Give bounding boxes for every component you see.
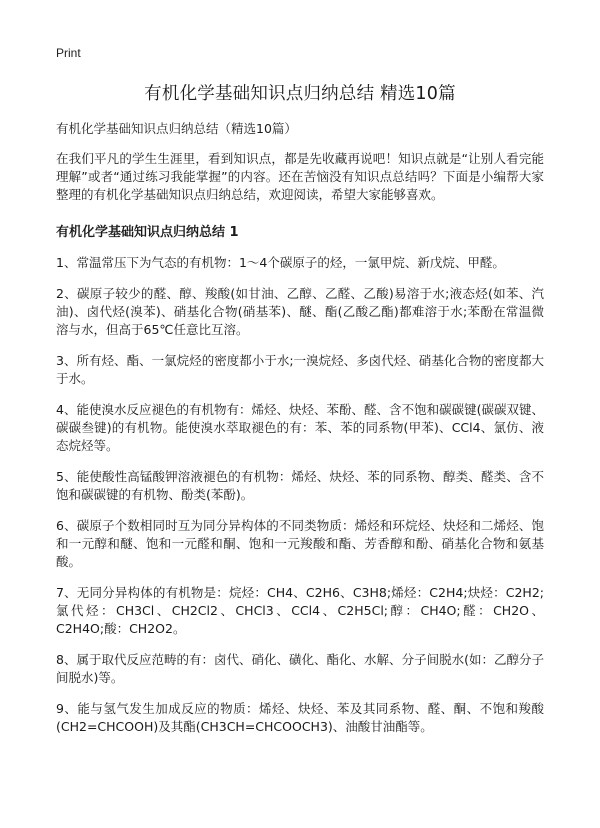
intro-paragraph: 在我们平凡的学生生涯里，看到知识点，都是先收藏再说吧！知识点就是“让别人看完能理解”或者“通过练习我能掌握”的内容。还在苦恼没有知识点总结吗？下面是小编帮大家整理的有机化学基础知识点归纳总结，欢迎阅读，希望大家能够喜欢。: [56, 151, 544, 202]
list-item: 5、能使酸性高锰酸钾溶液褪色的有机物：烯烃、炔烃、苯的同系物、醇类、醛类、含不饱和碳碳键的有机物、酚类(苯酚)。: [56, 469, 544, 502]
document-title: 有机化学基础知识点归纳总结 精选10篇: [144, 84, 456, 104]
list-item: 3、所有烃、酯、一氯烷烃的密度都小于水;一溴烷烃、多卤代烃、硝基化合物的密度都大于水。: [56, 353, 544, 386]
section-heading: 有机化学基础知识点归纳总结 1: [56, 225, 239, 240]
list-item: 2、碳原子较少的醛、醇、羧酸(如甘油、乙醇、乙醛、乙酸)易溶于水;液态烃(如苯、汽油)、卤代烃(溴苯)、硝基化合物(硝基苯)、醚、酯(乙酸乙酯)都难溶于水;苯酚在常温微溶与水，但高于65℃任意比互溶。: [56, 286, 544, 337]
list-item: 8、属于取代反应范畴的有：卤代、硝化、磺化、酯化、水解、分子间脱水(如：乙醇分子间脱水)等。: [56, 652, 544, 685]
print-label[interactable]: Print: [56, 46, 81, 60]
list-item: 9、能与氢气发生加成反应的物质：烯烃、炔烃、苯及其同系物、醛、酮、不饱和羧酸(CH2=CHCOOH)及其酯(CH3CH=CHCOOCH3)、油酸甘油酯等。: [56, 701, 544, 734]
list-item: 4、能使溴水反应褪色的有机物有：烯烃、炔烃、苯酚、醛、含不饱和碳碳键(碳碳双键、碳碳叁键)的有机物。能使溴水萃取褪色的有：苯、苯的同系物(甲苯)、CCl4、氯仿、液态烷烃等。: [56, 402, 544, 453]
list-item: 6、碳原子个数相同时互为同分异构体的不同类物质：烯烃和环烷烃、炔烃和二烯烃、饱和一元醇和醚、饱和一元醛和酮、饱和一元羧酸和酯、芳香醇和酚、硝基化合物和氨基酸。: [56, 518, 544, 569]
list-item: 1、常温常压下为气态的有机物：1～4个碳原子的烃，一氯甲烷、新戊烷、甲醛。: [56, 255, 505, 270]
document-subtitle: 有机化学基础知识点归纳总结（精选10篇）: [56, 121, 297, 136]
list-item: 7、无同分异构体的有机物是：烷烃：CH4、C2H6、C3H8;烯烃：C2H4;炔烃：C2H2;氯代烃：CH3Cl、CH2Cl2、CHCl3、CCl4、C2H5Cl;醇：CH4O;醛：CH2O、C2H4O;酸：CH2O2。: [56, 585, 544, 636]
